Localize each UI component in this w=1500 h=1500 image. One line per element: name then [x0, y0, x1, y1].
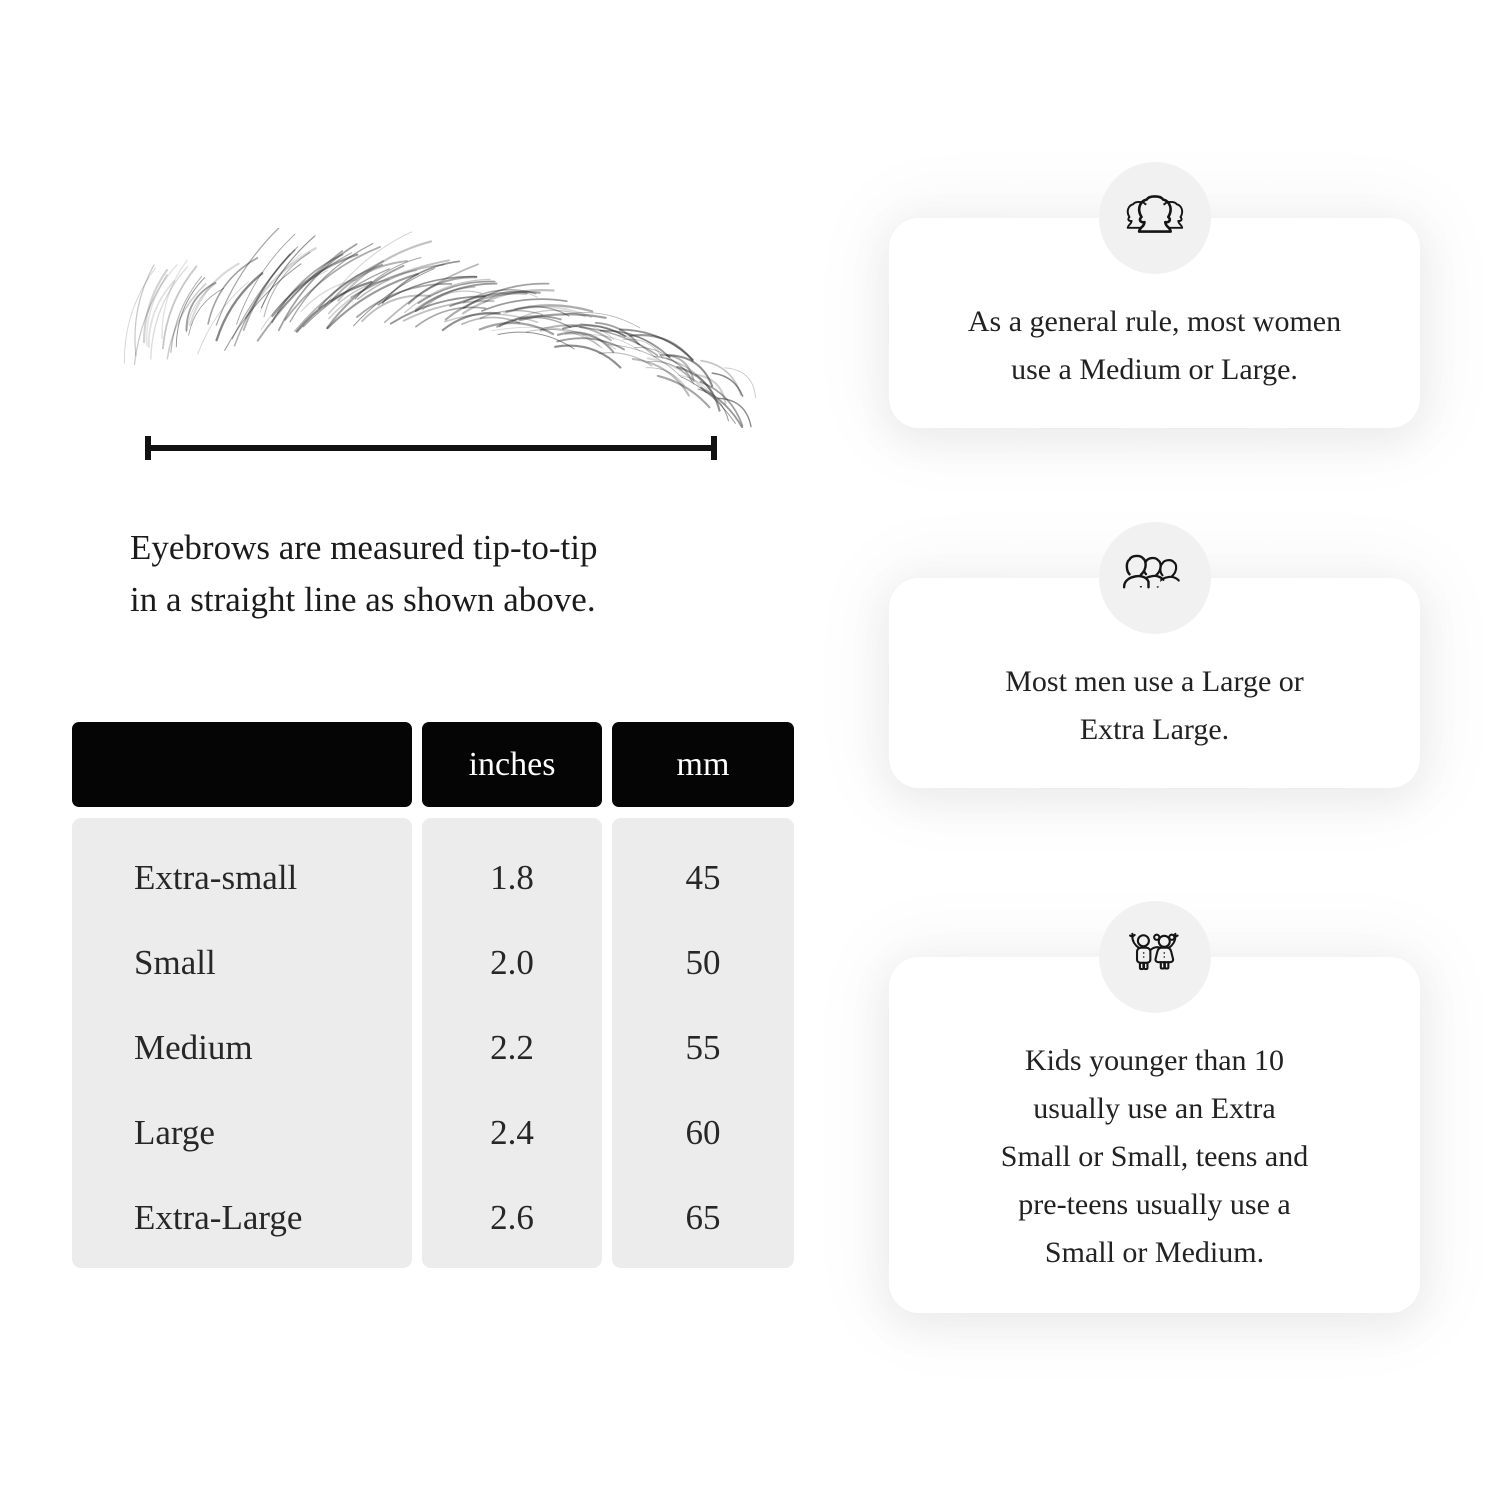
- card-text-line: As a general rule, most women: [967, 305, 1342, 338]
- caption-line-1: Eyebrows are measured tip-to-tip: [130, 528, 598, 567]
- table-cell-mm: 65: [685, 1197, 721, 1237]
- table-cell-mm: 60: [685, 1112, 721, 1152]
- card-kids-sizing: [889, 957, 1420, 1313]
- men-group-icon: [1123, 553, 1187, 603]
- icon-circle: [1099, 901, 1211, 1013]
- table-row-label: Extra-small: [134, 857, 298, 897]
- table-row-label: Small: [134, 942, 216, 982]
- table-column-size-labels: [72, 818, 412, 1268]
- card-text-line: use a Medium or Large.: [1011, 353, 1298, 386]
- icon-circle: [1099, 162, 1211, 274]
- card-text-line: Small or Medium.: [1044, 1236, 1265, 1269]
- icon-circle: [1099, 522, 1211, 634]
- table-header-mm: mm: [612, 722, 794, 807]
- eyebrow-illustration: [112, 228, 772, 428]
- card-text-line: Most men use a Large or: [1005, 665, 1304, 698]
- women-group-icon: [1122, 193, 1188, 243]
- table-cell-mm: 45: [685, 857, 721, 897]
- table-cell-inches: 2.6: [490, 1197, 534, 1237]
- measurement-line: [145, 435, 717, 461]
- measurement-line-right-cap: [711, 436, 717, 460]
- card-men-sizing: [889, 578, 1420, 788]
- table-cell-mm: 55: [685, 1027, 721, 1067]
- card-text-line: pre-teens usually use a: [1018, 1188, 1291, 1221]
- card-women-sizing: [889, 218, 1420, 428]
- table-column-mm: [612, 818, 794, 1268]
- caption-line-2: in a straight line as shown above.: [130, 580, 596, 619]
- card-text-line: Small or Small, teens and: [1000, 1140, 1309, 1173]
- table-header-size: [72, 722, 412, 807]
- measurement-caption: [130, 522, 597, 626]
- table-row-label: Large: [134, 1112, 215, 1152]
- table-cell-mm: 50: [685, 942, 721, 982]
- table-row-label: Medium: [134, 1027, 253, 1067]
- table-cell-inches: 2.2: [490, 1027, 534, 1067]
- table-cell-inches: 2.0: [490, 942, 534, 982]
- table-column-inches: [422, 818, 602, 1268]
- table-row-label: Extra-Large: [134, 1197, 303, 1237]
- table-cell-inches: 1.8: [490, 857, 534, 897]
- kids-icon: [1126, 931, 1184, 983]
- table-cell-inches: 2.4: [490, 1112, 534, 1152]
- card-text-line: Extra Large.: [1079, 713, 1230, 746]
- card-text-line: usually use an Extra: [1033, 1092, 1276, 1125]
- measurement-line-bar: [145, 445, 717, 451]
- card-text-line: Kids younger than 10: [1024, 1044, 1285, 1077]
- table-header-inches: inches: [422, 722, 602, 807]
